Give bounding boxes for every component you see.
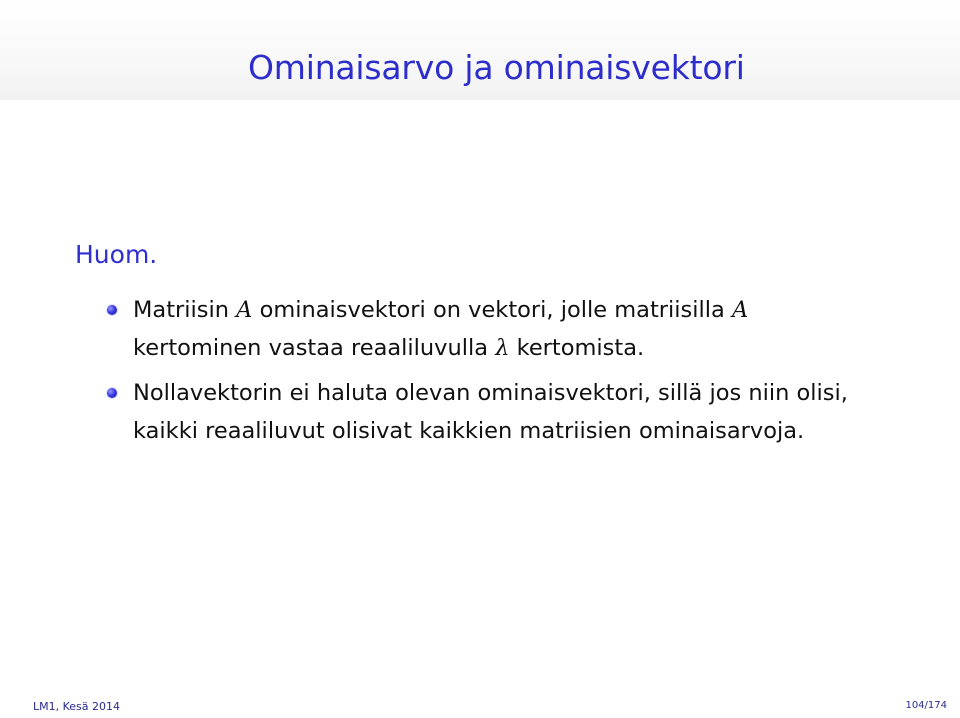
lambda-symbol: λ [495,334,510,361]
slide-title: Ominaisarvo ja ominaisvektori [248,48,745,87]
footer-course-date: LM1, Kesä 2014 [33,700,121,713]
slide-footer [0,695,960,718]
bullet-icon [107,388,117,398]
bullet-text-part-2: ominaisvektori on vektori, jolle matriisilla [252,297,732,323]
bullet-item-zero-vector-note [133,375,848,450]
matrix-symbol-a: A [236,297,253,323]
bullet-text-part-4: kertomista. [509,334,645,361]
bullet-icon [107,305,117,315]
matrix-symbol-a-second: A [731,297,749,323]
title-bar [0,0,960,100]
bullet-text-part-3: kertominen vastaa reaaliluvulla [133,334,496,361]
bullet-list [133,292,848,458]
bullet-text-part-1: Matriisin [133,297,237,323]
slide-page-number: 104/174 [905,700,947,711]
bullet-text: Nollavektorin ei haluta olevan ominaisvektori, sillä jos niin olisi, kaikki reaaliluvut olisivat kaikkien matriisien ominaisarvoja. [133,380,848,444]
bullet-item-eigenvector-definition [133,292,848,367]
remark-label: Huom. [75,240,158,269]
